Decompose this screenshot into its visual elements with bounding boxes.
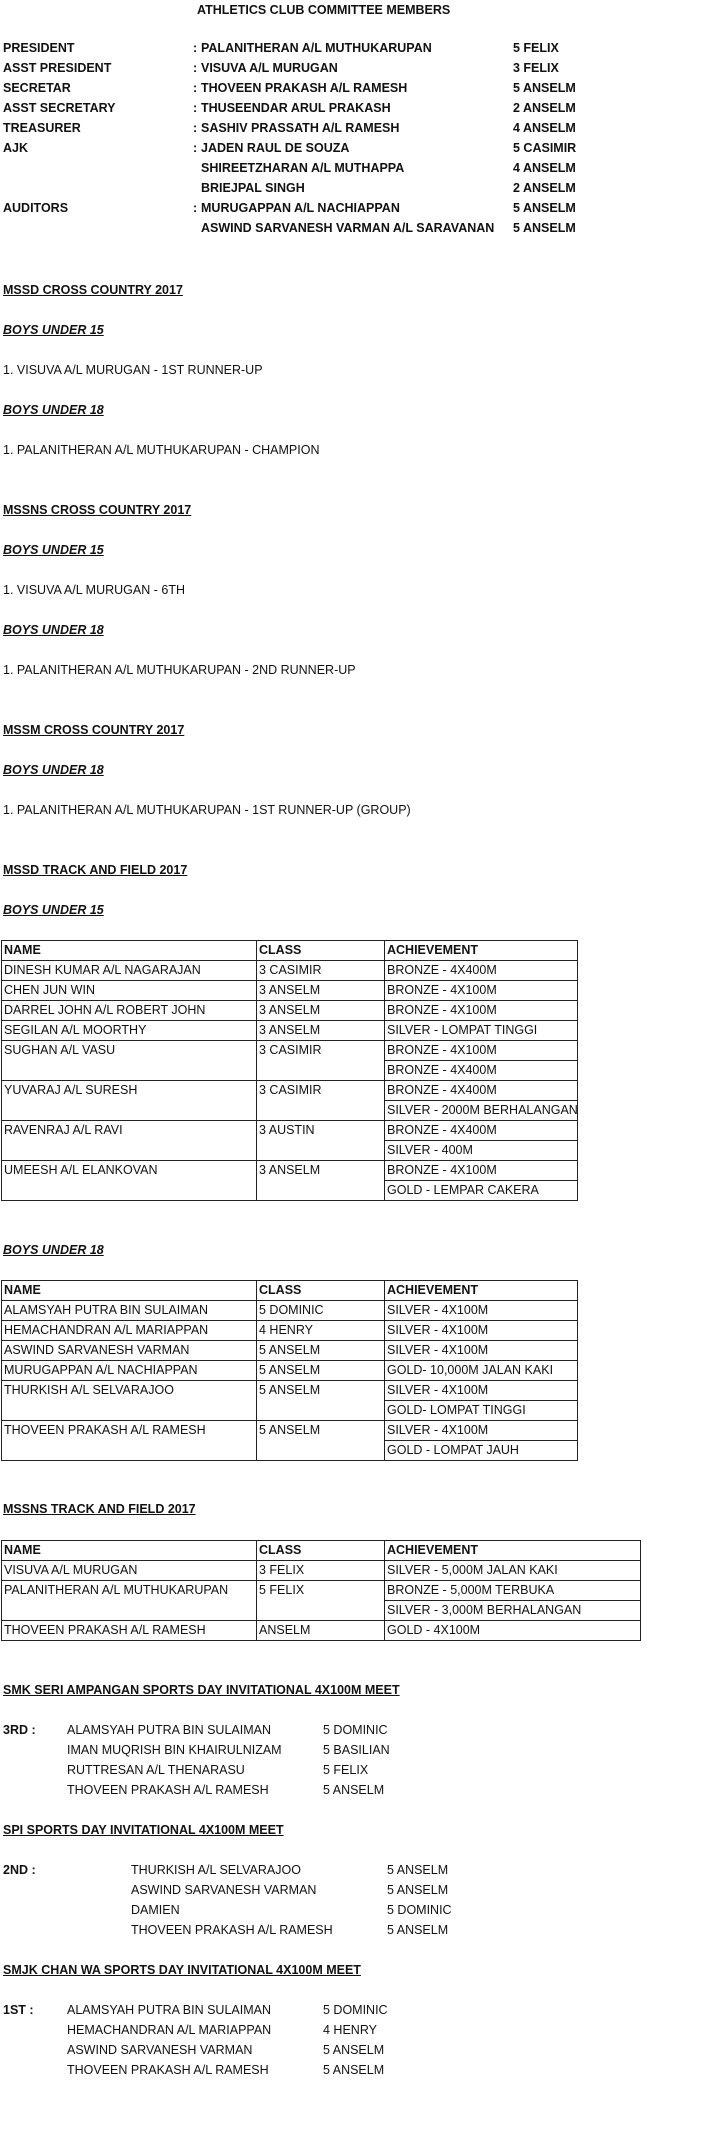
achievement-cell <box>385 1581 641 1621</box>
achievement-line: BRONZE - 4X400M <box>385 1060 577 1080</box>
athlete-name: VISUVA A/L MURUGAN <box>2 1561 257 1581</box>
table-row <box>2 1301 578 1321</box>
athlete-class: ANSELM <box>257 1621 385 1641</box>
table-row <box>2 1381 578 1421</box>
committee-name: BRIEJPAL SINGH <box>201 181 305 195</box>
achievement-cell <box>385 1081 578 1121</box>
achievement-cell <box>385 1021 578 1041</box>
achievement-cell <box>385 1561 641 1581</box>
athlete-class: 3 ANSELM <box>257 1021 385 1041</box>
table-row <box>2 1041 578 1081</box>
committee-role: ASST SECRETARY <box>3 101 116 115</box>
committee-class: 4 ANSELM <box>513 121 576 135</box>
athlete-name: THOVEEN PRAKASH A/L RAMESH <box>2 1621 257 1641</box>
relay-member-class: 4 HENRY <box>323 2023 377 2037</box>
achievement-line: BRONZE - 4X100M <box>387 1043 497 1057</box>
committee-name: THOVEEN PRAKASH A/L RAMESH <box>201 81 408 95</box>
athlete-name: HEMACHANDRAN A/L MARIAPPAN <box>2 1321 257 1341</box>
achievement-line: BRONZE - 4X400M <box>387 963 497 977</box>
committee-separator: : <box>193 41 198 55</box>
table-row <box>2 1581 641 1621</box>
relay-member-name: THOVEEN PRAKASH A/L RAMESH <box>67 1783 269 1797</box>
achievement-cell <box>385 1001 578 1021</box>
committee-separator: : <box>193 101 198 115</box>
achievement-line: BRONZE - 4X100M <box>387 1163 497 1177</box>
subheading-u15: BOYS UNDER 15 <box>3 323 104 337</box>
achievement-line: SILVER - LOMPAT TINGGI <box>387 1023 538 1037</box>
committee-role: AUDITORS <box>3 201 69 215</box>
committee-role: TREASURER <box>3 121 81 135</box>
column-header-cls: CLASS <box>257 1541 385 1561</box>
relay-member-class: 5 DOMINIC <box>323 2003 388 2017</box>
achievement-cell <box>385 1321 578 1341</box>
subheading-u18: BOYS UNDER 18 <box>3 623 104 637</box>
athlete-class: 3 ANSELM <box>257 1001 385 1021</box>
table-row <box>2 981 578 1001</box>
committee-name: SASHIV PRASSATH A/L RAMESH <box>201 121 400 135</box>
committee-name: MURUGAPPAN A/L NACHIAPPAN <box>201 201 400 215</box>
achievement-cell <box>385 981 578 1001</box>
table-header-row <box>2 941 578 961</box>
result-line: 1. PALANITHERAN A/L MUTHUKARUPAN - 1ST RUNNER-UP (GROUP) <box>3 803 411 817</box>
athlete-class: 5 ANSELM <box>257 1381 385 1421</box>
athlete-name: CHEN JUN WIN <box>2 981 257 1001</box>
athlete-class: 3 CASIMIR <box>257 1081 385 1121</box>
section-heading-mssns-tf: MSSNS TRACK AND FIELD 2017 <box>3 1502 196 1516</box>
athlete-class: 3 CASIMIR <box>257 1041 385 1081</box>
achievement-cell <box>385 1341 578 1361</box>
column-header-name: NAME <box>2 941 257 961</box>
relay-member-class: 5 DOMINIC <box>387 1903 452 1917</box>
table-row <box>2 1361 578 1381</box>
athlete-name: RAVENRAJ A/L RAVI <box>2 1121 257 1161</box>
table-row <box>2 961 578 981</box>
committee-class: 2 ANSELM <box>513 181 576 195</box>
subheading-u15: BOYS UNDER 15 <box>3 903 104 917</box>
meet-placing: 1ST : <box>3 2003 34 2017</box>
achievement-line: SILVER - 4X100M <box>387 1303 489 1317</box>
achievement-line: GOLD- LOMPAT TINGGI <box>385 1400 577 1420</box>
meet-placing: 3RD : <box>3 1723 36 1737</box>
relay-member-class: 5 ANSELM <box>323 2043 385 2057</box>
table-row <box>2 1001 578 1021</box>
achievement-line: SILVER - 4X100M <box>387 1323 489 1337</box>
relay-member-class: 5 ANSELM <box>323 2063 385 2077</box>
athlete-class: 4 HENRY <box>257 1321 385 1341</box>
section-heading-mssd-tf: MSSD TRACK AND FIELD 2017 <box>3 863 188 877</box>
subheading-u18: BOYS UNDER 18 <box>3 1243 104 1257</box>
results-table-mssns <box>1 1540 641 1641</box>
relay-member-class: 5 BASILIAN <box>323 1743 390 1757</box>
committee-role: ASST PRESIDENT <box>3 61 112 75</box>
relay-member-class: 5 ANSELM <box>387 1923 449 1937</box>
relay-member-class: 5 ANSELM <box>387 1863 449 1877</box>
achievement-cell <box>385 1421 578 1461</box>
athlete-class: 3 AUSTIN <box>257 1121 385 1161</box>
relay-member-name: THOVEEN PRAKASH A/L RAMESH <box>131 1923 333 1937</box>
relay-member-name: HEMACHANDRAN A/L MARIAPPAN <box>67 2023 272 2037</box>
committee-class: 4 ANSELM <box>513 161 576 175</box>
committee-separator: : <box>193 81 198 95</box>
athlete-class: 3 CASIMIR <box>257 961 385 981</box>
table-header-row <box>2 1281 578 1301</box>
athlete-name: THOVEEN PRAKASH A/L RAMESH <box>2 1421 257 1461</box>
relay-member-name: THURKISH A/L SELVARAJOO <box>131 1863 301 1877</box>
committee-separator: : <box>193 121 198 135</box>
relay-member-class: 5 DOMINIC <box>323 1723 388 1737</box>
committee-class: 5 CASIMIR <box>513 141 577 155</box>
page-title: ATHLETICS CLUB COMMITTEE MEMBERS <box>197 3 451 17</box>
table-row <box>2 1081 578 1121</box>
committee-name: VISUVA A/L MURUGAN <box>201 61 338 75</box>
committee-role: AJK <box>3 141 29 155</box>
subheading-u18: BOYS UNDER 18 <box>3 763 104 777</box>
athlete-name: DARREL JOHN A/L ROBERT JOHN <box>2 1001 257 1021</box>
results-table-u15 <box>1 940 578 1201</box>
relay-member-name: ASWIND SARVANESH VARMAN <box>131 1883 317 1897</box>
committee-class: 2 ANSELM <box>513 101 576 115</box>
athlete-name: ASWIND SARVANESH VARMAN <box>2 1341 257 1361</box>
table-row <box>2 1421 578 1461</box>
achievement-cell <box>385 1301 578 1321</box>
achievement-line: BRONZE - 4X100M <box>387 1003 497 1017</box>
relay-member-name: ALAMSYAH PUTRA BIN SULAIMAN <box>67 1723 271 1737</box>
results-table-u18 <box>1 1280 578 1461</box>
committee-class: 5 ANSELM <box>513 81 576 95</box>
achievement-line: GOLD - 4X100M <box>387 1623 481 1637</box>
committee-class: 3 FELIX <box>513 61 559 75</box>
relay-member-class: 5 ANSELM <box>323 1783 385 1797</box>
committee-class: 5 ANSELM <box>513 221 576 235</box>
achievement-cell <box>385 1361 578 1381</box>
column-header-ach: ACHIEVEMENT <box>385 941 578 961</box>
column-header-ach: ACHIEVEMENT <box>385 1541 641 1561</box>
subheading-u18: BOYS UNDER 18 <box>3 403 104 417</box>
athlete-name: PALANITHERAN A/L MUTHUKARUPAN <box>2 1581 257 1621</box>
athlete-name: DINESH KUMAR A/L NAGARAJAN <box>2 961 257 981</box>
athlete-class: 3 ANSELM <box>257 1161 385 1201</box>
committee-name: ASWIND SARVANESH VARMAN A/L SARAVANAN <box>201 221 495 235</box>
athlete-class: 5 FELIX <box>257 1581 385 1621</box>
table-row <box>2 1321 578 1341</box>
athlete-class: 3 FELIX <box>257 1561 385 1581</box>
meet-placing: 2ND : <box>3 1863 36 1877</box>
relay-member-name: RUTTRESAN A/L THENARASU <box>67 1763 245 1777</box>
athlete-class: 5 ANSELM <box>257 1341 385 1361</box>
table-row <box>2 1341 578 1361</box>
subheading-u15: BOYS UNDER 15 <box>3 543 104 557</box>
table-row <box>2 1161 578 1201</box>
table-header-row <box>2 1541 641 1561</box>
committee-role: PRESIDENT <box>3 41 75 55</box>
athlete-name: ALAMSYAH PUTRA BIN SULAIMAN <box>2 1301 257 1321</box>
athlete-class: 5 ANSELM <box>257 1421 385 1461</box>
athlete-name: SEGILAN A/L MOORTHY <box>2 1021 257 1041</box>
athlete-class: 5 ANSELM <box>257 1361 385 1381</box>
section-heading-mssd-cc: MSSD CROSS COUNTRY 2017 <box>3 283 183 297</box>
athlete-name: YUVARAJ A/L SURESH <box>2 1081 257 1121</box>
relay-member-name: IMAN MUQRISH BIN KHAIRULNIZAM <box>67 1743 282 1757</box>
result-line: 1. VISUVA A/L MURUGAN - 1ST RUNNER-UP <box>3 363 263 377</box>
table-row <box>2 1121 578 1161</box>
achievement-line: SILVER - 4X100M <box>387 1383 489 1397</box>
committee-name: SHIREETZHARAN A/L MUTHAPPA <box>201 161 405 175</box>
column-header-name: NAME <box>2 1281 257 1301</box>
athlete-name: UMEESH A/L ELANKOVAN <box>2 1161 257 1201</box>
section-heading-smjk-meet: SMJK CHAN WA SPORTS DAY INVITATIONAL 4X100M MEET <box>3 1963 361 1977</box>
table-row <box>2 1621 641 1641</box>
section-heading-smk-meet: SMK SERI AMPANGAN SPORTS DAY INVITATIONAL 4X100M MEET <box>3 1683 400 1697</box>
table-row <box>2 1561 641 1581</box>
result-line: 1. PALANITHERAN A/L MUTHUKARUPAN - CHAMPION <box>3 443 320 457</box>
committee-class: 5 FELIX <box>513 41 559 55</box>
achievement-line: SILVER - 5,000M JALAN KAKI <box>387 1563 558 1577</box>
achievement-line: SILVER - 4X100M <box>387 1343 489 1357</box>
column-header-cls: CLASS <box>257 941 385 961</box>
committee-separator: : <box>193 141 198 155</box>
result-line: 1. VISUVA A/L MURUGAN - 6TH <box>3 583 185 597</box>
achievement-line: SILVER - 400M <box>385 1140 577 1160</box>
athlete-name: MURUGAPPAN A/L NACHIAPPAN <box>2 1361 257 1381</box>
column-header-cls: CLASS <box>257 1281 385 1301</box>
relay-member-name: DAMIEN <box>131 1903 180 1917</box>
committee-name: THUSEENDAR ARUL PRAKASH <box>201 101 391 115</box>
achievement-cell <box>385 1381 578 1421</box>
committee-role: SECRETAR <box>3 81 71 95</box>
achievement-line: BRONZE - 4X100M <box>387 983 497 997</box>
achievement-line: SILVER - 4X100M <box>387 1423 489 1437</box>
achievement-line: BRONZE - 4X400M <box>387 1123 497 1137</box>
section-heading-mssns-cc: MSSNS CROSS COUNTRY 2017 <box>3 503 192 517</box>
relay-member-name: ALAMSYAH PUTRA BIN SULAIMAN <box>67 2003 271 2017</box>
achievement-line: GOLD- 10,000M JALAN KAKI <box>387 1363 554 1377</box>
achievement-cell <box>385 961 578 981</box>
achievement-line: GOLD - LOMPAT JAUH <box>385 1440 577 1460</box>
column-header-ach: ACHIEVEMENT <box>385 1281 578 1301</box>
section-heading-spi-meet: SPI SPORTS DAY INVITATIONAL 4X100M MEET <box>3 1823 284 1837</box>
committee-separator: : <box>193 61 198 75</box>
achievement-line: SILVER - 2000M BERHALANGAN <box>385 1100 577 1120</box>
result-line: 1. PALANITHERAN A/L MUTHUKARUPAN - 2ND RUNNER-UP <box>3 663 356 677</box>
section-heading-mssm-cc: MSSM CROSS COUNTRY 2017 <box>3 723 185 737</box>
committee-name: PALANITHERAN A/L MUTHUKARUPAN <box>201 41 432 55</box>
relay-member-class: 5 FELIX <box>323 1763 369 1777</box>
achievement-cell <box>385 1161 578 1201</box>
achievement-cell <box>385 1121 578 1161</box>
athlete-name: SUGHAN A/L VASU <box>2 1041 257 1081</box>
relay-member-name: ASWIND SARVANESH VARMAN <box>67 2043 253 2057</box>
achievement-line: BRONZE - 4X400M <box>387 1083 497 1097</box>
athlete-class: 3 ANSELM <box>257 981 385 1001</box>
achievement-line: BRONZE - 5,000M TERBUKA <box>387 1583 555 1597</box>
table-row <box>2 1021 578 1041</box>
achievement-cell <box>385 1621 641 1641</box>
committee-class: 5 ANSELM <box>513 201 576 215</box>
committee-name: JADEN RAUL DE SOUZA <box>201 141 350 155</box>
column-header-name: NAME <box>2 1541 257 1561</box>
athlete-class: 5 DOMINIC <box>257 1301 385 1321</box>
relay-member-name: THOVEEN PRAKASH A/L RAMESH <box>67 2063 269 2077</box>
committee-separator: : <box>193 201 198 215</box>
achievement-cell <box>385 1041 578 1081</box>
relay-member-class: 5 ANSELM <box>387 1883 449 1897</box>
achievement-line: GOLD - LEMPAR CAKERA <box>385 1180 577 1200</box>
achievement-line: SILVER - 3,000M BERHALANGAN <box>385 1600 640 1620</box>
athlete-name: THURKISH A/L SELVARAJOO <box>2 1381 257 1421</box>
